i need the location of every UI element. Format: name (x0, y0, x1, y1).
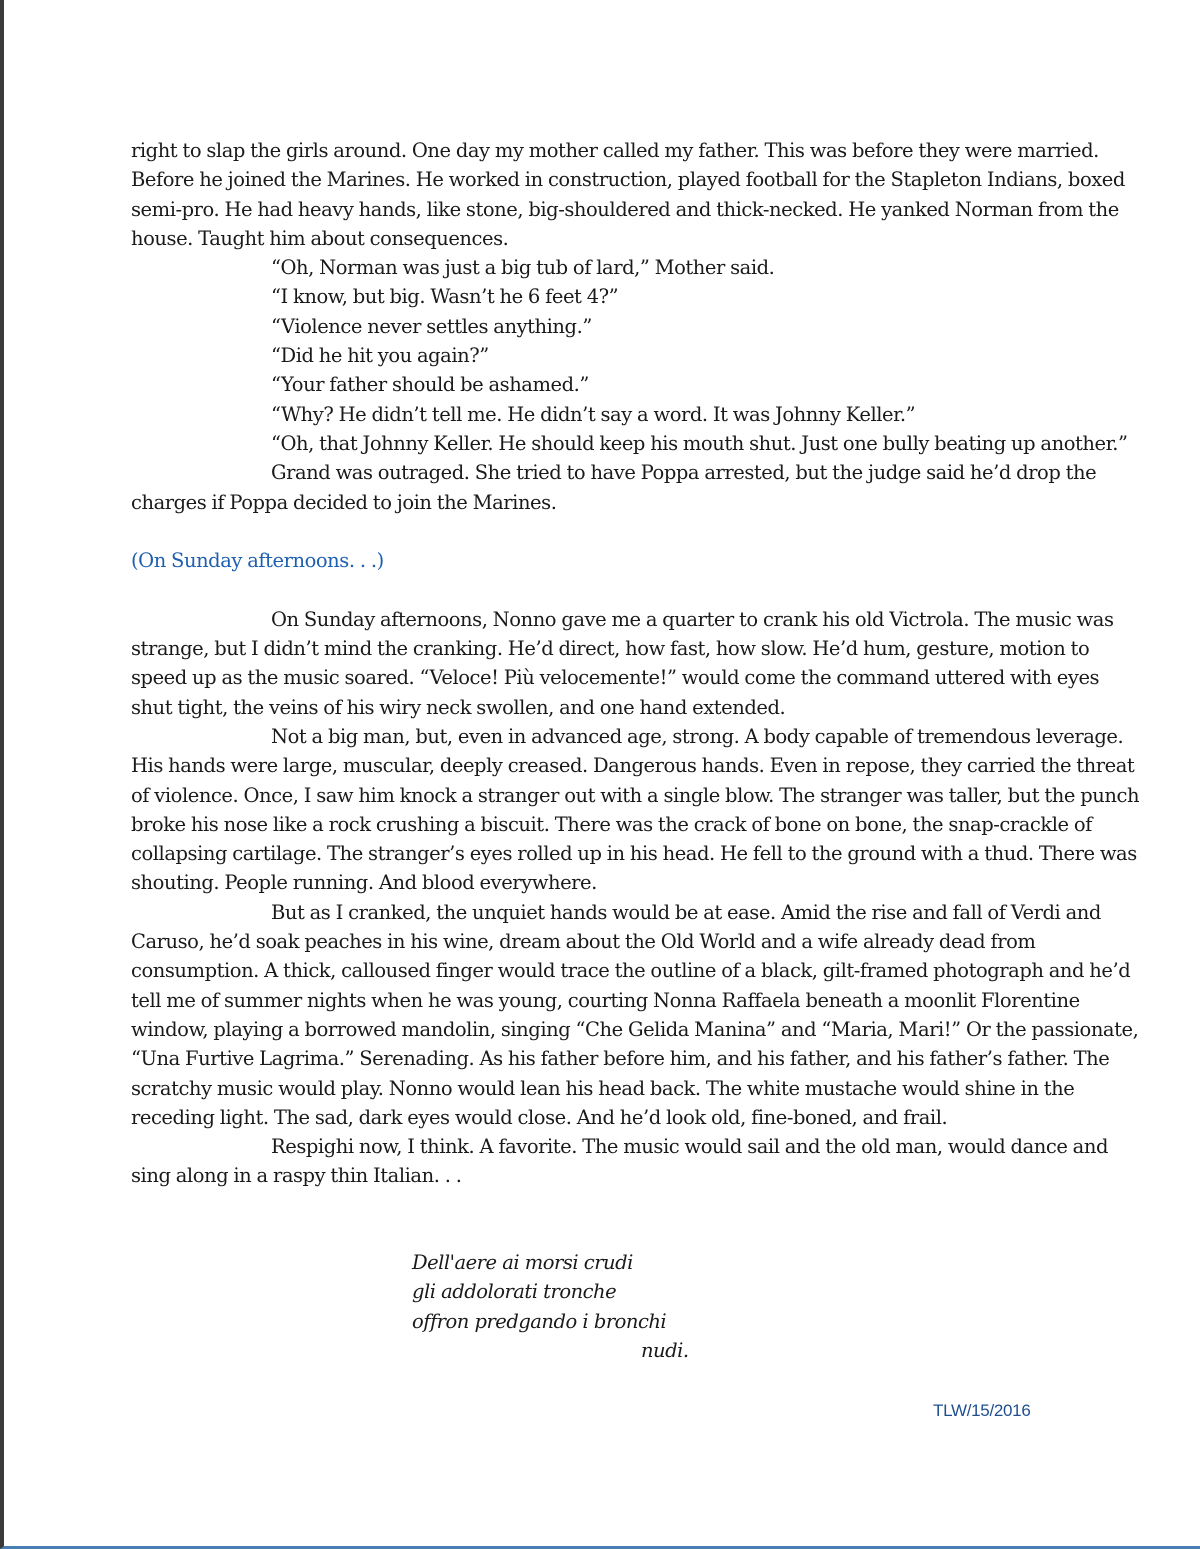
poem-line: Dell'aere ai morsi crudi (412, 1251, 633, 1274)
paragraph-opening: right to slap the girls around. One day my mother called my father. This was before they were married. Before he joined the Marines. He worked in construction, played football for the Stapleton Indians, boxed semi-pro. He had heavy hands, like stone, big-shouldered and thick-necked. He yanked Norman from the house. Taught him about consequences. (131, 139, 1125, 250)
dialogue-line: “Violence never settles anything.” (271, 314, 592, 338)
spacer (131, 517, 1141, 546)
paragraph-hands: Not a big man, but, even in advanced age, strong. A body capable of tremendous leverage. His hands were large, muscular, deeply creased. Dangerous hands. Even in repose, they carried the threat of violence. Once, I saw him knock a stranger out with a single blow. The stranger was taller, but the punch broke his nose like a rock crushing a biscuit. There was the crack of bone on bone, the snap-crackle of collapsing cartilage. The stranger’s eyes rolled up in his head. He fell to the ground with a thud. There was shouting. People running. And blood everywhere. (131, 724, 1140, 895)
paragraph-cranking: But as I cranked, the unquiet hands would be at ease. Amid the rise and fall of Verdi and Caruso, he’d soak peaches in his wine, dream about the Old World and a wife already dead from consumption. A thick, calloused finger would trace the outline of a black, gilt-framed photograph and he’d tell me of summer nights when he was young, courting Nonna Raffaela beneath a moonlit Florentine window, playing a borrowed mandolin, singing “Che Gelida Manina” and “Maria, Mari!” Or the passionate, “Una Furtive Lagrima.” Serenading. As his father before him, and his father, and his father’s father. The scratchy music would play. Nonno would lean his head back. The white mustache would shine in the receding light. The sad, dark eyes would close. And he’d look old, fine-boned, and frail. (131, 900, 1139, 1129)
signature-date: TLW/15/2016 (933, 1401, 1031, 1420)
poem-verse (412, 1248, 689, 1365)
section-heading: (On Sunday afternoons. . .) (131, 549, 384, 573)
dialogue-line: “Oh, Norman was just a big tub of lard,” Mother said. (271, 256, 775, 280)
dialogue-line: “Oh, that Johnny Keller. He should keep his mouth shut. Just one bully beating up another.” (271, 431, 1128, 455)
spacer (131, 575, 1141, 604)
poem-line: gli addolorati tronche (412, 1280, 617, 1304)
dialogue-line: “Your father should be ashamed.” (271, 373, 589, 397)
document-body (131, 136, 1141, 1191)
dialogue-line: “Did he hit you again?” (271, 344, 489, 368)
paragraph-victrola: On Sunday afternoons, Nonno gave me a quarter to crank his old Victrola. The music was strange, but I didn’t mind the cranking. He’d direct, how fast, how slow. He’d hum, gesture, motion to speed up as the music soared. “Veloce! Più velocemente!” would come the command uttered with eyes shut tight, the veins of his wiry neck swollen, and one hand extended. (131, 607, 1114, 719)
poem-line: nudi. (641, 1338, 689, 1362)
dialogue-line: “Why? He didn’t tell me. He didn’t say a word. It was Johnny Keller.” (271, 402, 916, 426)
dialogue-line: “I know, but big. Wasn’t he 6 feet 4?” (271, 285, 619, 309)
paragraph-grand: Grand was outraged. She tried to have Poppa arrested, but the judge said he’d drop the charges if Poppa decided to join the Marines. (131, 461, 1097, 514)
paragraph-respighi: Respighi now, I think. A favorite. The music would sail and the old man, would dance and sing along in a raspy thin Italian. . . (131, 1135, 1108, 1188)
poem-line: offron predgando i bronchi (412, 1309, 667, 1333)
